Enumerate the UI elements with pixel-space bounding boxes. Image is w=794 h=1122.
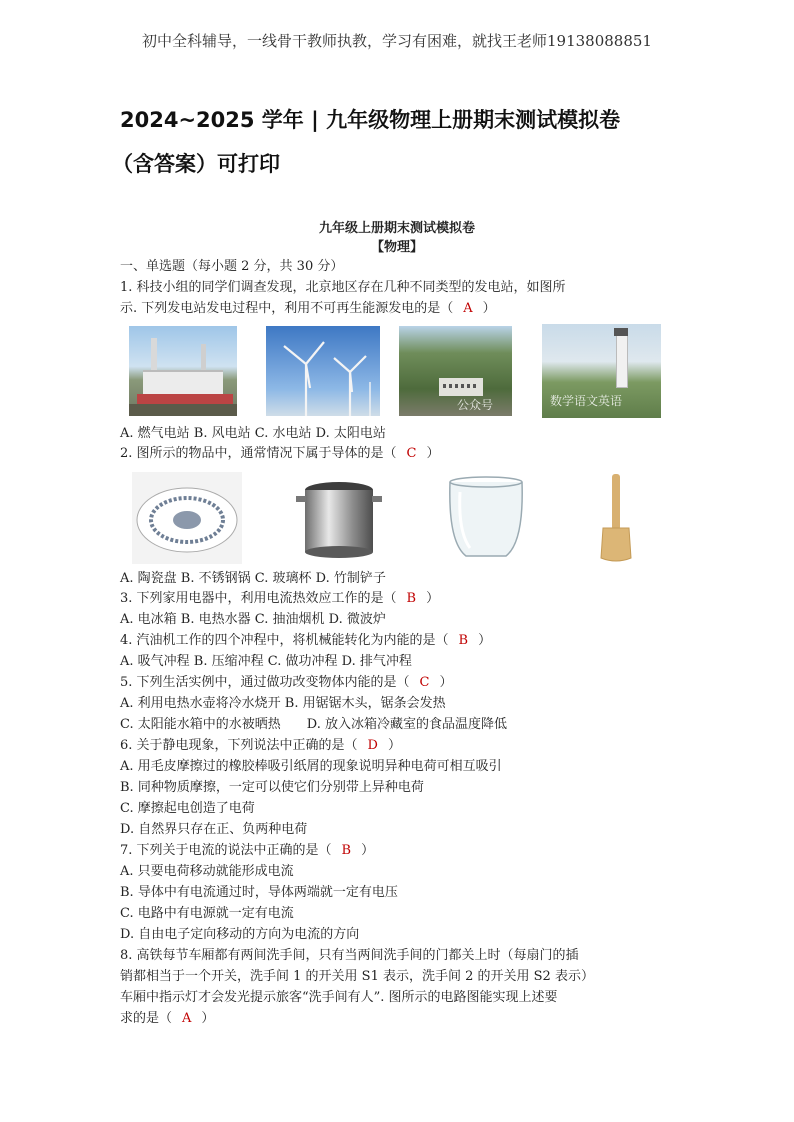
gas-power-station-photo [129, 326, 237, 416]
watermark-text: 数学语文英语 [550, 394, 623, 408]
page-title-subline: （含答案）可打印 [112, 152, 280, 176]
question-7-option-b: B. 导体中有电流通过时，导体两端就一定有电压 [120, 885, 398, 900]
question-2-options: A. 陶瓷盘 B. 不锈钢锅 C. 玻璃杯 D. 竹制铲子 [120, 571, 386, 586]
question-8-answer: A [182, 1011, 192, 1026]
question-1-answer: A [463, 301, 473, 316]
question-6-option-d: D. 自然界只存在正、负两种电荷 [120, 822, 308, 837]
question-7-stem-line [120, 842, 374, 860]
question-6-stem-line [120, 737, 401, 755]
question-8-line4 [120, 1010, 214, 1028]
question-3-stem-line [120, 590, 439, 608]
section-heading: 一、单选题（每小题 2 分，共 30 分） [120, 259, 344, 274]
page-title: 2024~2025 学年 | 九年级物理上册期末测试模拟卷 [120, 108, 621, 132]
question-7-option-d: D. 自由电子定向移动的方向为电流的方向 [120, 927, 360, 942]
question-7-answer: B [341, 843, 352, 858]
question-1-line1: 1. 科技小组的同学们调查发现，北京地区存在几种不同类型的发电站，如图所 [120, 280, 566, 295]
question-3-answer: B [406, 591, 417, 606]
question-7-option-a: A. 只要电荷移动就能形成电流 [120, 864, 294, 879]
question-6-answer: D [367, 738, 378, 753]
question-7-option-c: C. 电路中有电源就一定有电流 [120, 906, 294, 921]
question-6-close: ） [387, 738, 401, 753]
question-5-close: ） [439, 675, 453, 690]
question-4-answer: B [458, 633, 469, 648]
question-6-option-b: B. 同种物质摩擦，一定可以使它们分别带上异种电荷 [120, 780, 424, 795]
question-4-stem: 4. 汽油机工作的四个冲程中，将机械能转化为内能的是（ [120, 633, 449, 648]
glass-cup-photo [438, 472, 534, 564]
page-header: 初中全科辅导，一线骨干教师执教，学习有困难，就找王老师19138088851 [142, 32, 652, 50]
solar-power-station-photo [542, 324, 661, 418]
question-5-stem-line [120, 674, 453, 692]
question-1-stem: 示. 下列发电站发电过程中，利用不可再生能源发电的是（ [120, 301, 454, 316]
question-2-close: ） [426, 446, 440, 461]
steel-pot-photo [292, 472, 386, 564]
question-8-line2: 销都相当于一个开关，洗手间 1 的开关用 S1 表示，洗手间 2 的开关用 S2 表示） [120, 969, 594, 984]
question-3-close: ） [426, 591, 440, 606]
question-8-line3: 车厢中指示灯才会发光提示旅客“洗手间有人”. 图所示的电路图能实现上述要 [120, 990, 558, 1005]
question-1-close: ） [482, 301, 496, 316]
question-6-option-a: A. 用毛皮摩擦过的橡胶棒吸引纸屑的现象说明异种电荷可相互吸引 [120, 759, 502, 774]
question-3-stem: 3. 下列家用电器中，利用电流热效应工作的是（ [120, 591, 397, 606]
watermark-text: 公众号 [457, 398, 494, 412]
question-3-options: A. 电冰箱 B. 电热水器 C. 抽油烟机 D. 微波炉 [120, 612, 386, 627]
wind-power-station-photo [266, 326, 380, 416]
question-4-stem-line [120, 632, 491, 650]
document-subject: 【物理】 [370, 240, 423, 255]
question-6-stem: 6. 关于静电现象，下列说法中正确的是（ [120, 738, 358, 753]
question-8-close: ） [201, 1011, 215, 1026]
question-5-options-row1: A. 利用电热水壶将冷水烧开 B. 用锯锯木头，锯条会发热 [120, 696, 446, 711]
bamboo-spatula-photo [573, 472, 659, 564]
question-1-line2 [120, 300, 496, 318]
question-4-options: A. 吸气冲程 B. 压缩冲程 C. 做功冲程 D. 排气冲程 [120, 654, 412, 669]
question-4-close: ） [478, 633, 492, 648]
question-8-stem: 求的是（ [120, 1011, 173, 1026]
question-5-options-row2: C. 太阳能水箱中的水被晒热 D. 放入冰箱冷藏室的食品温度降低 [120, 717, 507, 732]
question-7-stem: 7. 下列关于电流的说法中正确的是（ [120, 843, 332, 858]
question-2-answer: C [406, 446, 417, 461]
question-6-option-c: C. 摩擦起电创造了电荷 [120, 801, 255, 816]
question-7-close: ） [361, 843, 375, 858]
question-2-stem: 2. 图所示的物品中，通常情况下属于导体的是（ [120, 446, 397, 461]
question-2-stem-line [120, 445, 440, 463]
question-5-answer: C [419, 675, 430, 690]
question-8-line1: 8. 高铁每节车厢都有两间洗手间，只有当两间洗手间的门都关上时（每扇门的插 [120, 948, 579, 963]
question-5-stem: 5. 下列生活实例中，通过做功改变物体内能的是（ [120, 675, 410, 690]
question-1-options: A. 燃气电站 B. 风电站 C. 水电站 D. 太阳电站 [120, 426, 386, 441]
document-title: 九年级上册期末测试模拟卷 [318, 221, 475, 236]
ceramic-plate-photo [132, 472, 242, 564]
hydro-power-station-photo [399, 326, 512, 416]
